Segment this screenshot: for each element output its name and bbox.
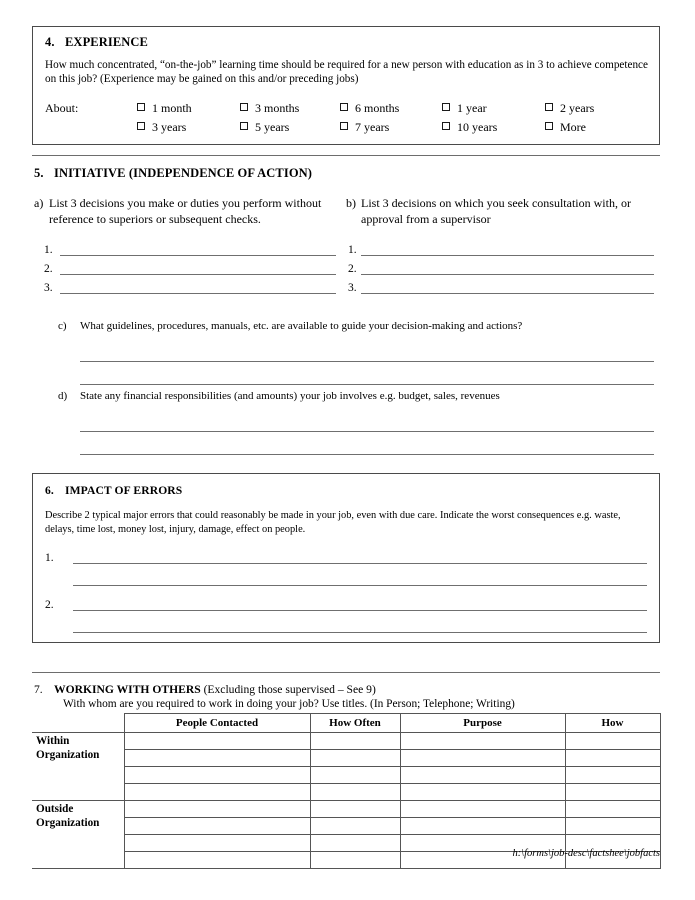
section-4-options-grid <box>137 99 649 137</box>
write-in-line[interactable] <box>361 242 654 256</box>
section-5-item-b-question <box>346 196 654 227</box>
working-with-others-table <box>32 713 661 869</box>
checkbox-icon[interactable] <box>545 103 553 111</box>
row-group-label-line-2: Organization <box>36 817 100 829</box>
item-text: What guidelines, procedures, manuals, etc. are available to guide your decision-making and actions? <box>80 320 523 332</box>
table-row <box>32 767 660 784</box>
table-cell-how-often[interactable] <box>310 818 400 835</box>
table-header-how: How <box>565 714 660 733</box>
section-6-title: IMPACT OF ERRORS <box>65 484 183 497</box>
section-6-impact-of-errors-box <box>32 473 660 643</box>
checkbox-icon[interactable] <box>340 122 348 130</box>
answer-line[interactable] <box>34 275 336 294</box>
section-5-item-a-question <box>34 196 336 227</box>
section-5-item-d <box>58 389 654 455</box>
table-cell-how[interactable] <box>565 733 660 750</box>
table-cell-how[interactable] <box>565 750 660 767</box>
item-label: a) <box>34 196 44 210</box>
table-cell-purpose[interactable] <box>400 767 565 784</box>
table-cell-how-often[interactable] <box>310 784 400 801</box>
write-in-line[interactable] <box>80 339 654 362</box>
write-in-line[interactable] <box>80 362 654 385</box>
table-cell-people-contacted[interactable] <box>124 750 310 767</box>
write-in-line[interactable] <box>60 261 336 275</box>
table-cell-purpose[interactable] <box>400 750 565 767</box>
section-5-item-d-question <box>58 389 654 403</box>
table-cell-people-contacted[interactable] <box>124 733 310 750</box>
item-number: 2. <box>45 599 54 611</box>
section-6-heading <box>45 484 182 497</box>
section-divider-rule-top <box>32 155 660 156</box>
write-in-line[interactable] <box>73 564 647 586</box>
section-5-item-b-answers <box>346 237 654 294</box>
option-label: 1 year <box>457 101 487 115</box>
option-label: 3 months <box>255 101 300 115</box>
option-label: 5 years <box>255 120 290 134</box>
checkbox-icon[interactable] <box>442 122 450 130</box>
answer-line[interactable] <box>346 275 654 294</box>
section-5-number: 5. <box>34 166 44 180</box>
write-in-line[interactable] <box>60 280 336 294</box>
experience-option-2-years[interactable] <box>545 99 645 118</box>
item-label: b) <box>346 196 356 210</box>
section-4-heading <box>45 35 148 50</box>
section-5-item-d-answers <box>80 409 654 455</box>
answer-line[interactable] <box>346 237 654 256</box>
section-5-item-b <box>346 196 654 294</box>
experience-option-more[interactable] <box>545 118 645 137</box>
row-group-label-line-1: Outside <box>36 803 74 815</box>
answer-line[interactable] <box>34 256 336 275</box>
item-text: List 3 decisions on which you seek consultation with, or approval from a supervisor <box>361 196 631 226</box>
table-cell-how-often[interactable] <box>310 733 400 750</box>
row-group-label-within-organization <box>32 733 124 801</box>
option-label: More <box>560 120 586 134</box>
checkbox-icon[interactable] <box>240 122 248 130</box>
section-5-item-c-question <box>58 319 654 333</box>
item-text: State any financial responsibilities (and amounts) your job involves e.g. budget, sales, revenues <box>80 390 500 402</box>
row-group-label-line-1: Within <box>36 735 70 747</box>
section-6-answer-items <box>45 546 647 640</box>
section-4-about-label: About: <box>45 101 79 115</box>
line-number: 3. <box>44 282 53 295</box>
option-label: 6 months <box>355 101 400 115</box>
section-4-options-row-1 <box>137 99 649 118</box>
checkbox-icon[interactable] <box>442 103 450 111</box>
section-7-number: 7. <box>34 683 43 696</box>
checkbox-icon[interactable] <box>240 103 248 111</box>
checkbox-icon[interactable] <box>137 103 145 111</box>
experience-option-5-years[interactable] <box>240 118 340 137</box>
document-footer-path: h:\forms\job-desc\factshee\jobfacts <box>512 848 660 859</box>
table-cell-how-often[interactable] <box>310 750 400 767</box>
table-header-people-contacted: People Contacted <box>124 714 310 733</box>
section-7-title-suffix: (Excluding those supervised – See 9) <box>200 683 376 696</box>
table-cell-how[interactable] <box>565 767 660 784</box>
table-header-purpose: Purpose <box>400 714 565 733</box>
option-label: 3 years <box>152 120 187 134</box>
section-5-title: INITIATIVE (INDEPENDENCE OF ACTION) <box>54 166 313 180</box>
option-label: 1 month <box>152 101 192 115</box>
table-cell-how[interactable] <box>565 801 660 818</box>
section-5-item-a-answers <box>34 237 336 294</box>
table-header-how-often: How Often <box>310 714 400 733</box>
table-cell-how[interactable] <box>565 818 660 835</box>
section-5-item-c <box>58 319 654 385</box>
item-label: c) <box>58 320 67 332</box>
table-row <box>32 784 660 801</box>
write-in-line[interactable] <box>361 261 654 275</box>
write-in-line[interactable] <box>361 280 654 294</box>
line-number: 2. <box>44 263 53 276</box>
section-4-experience-box <box>32 26 660 145</box>
table-cell-people-contacted[interactable] <box>124 784 310 801</box>
write-in-line[interactable] <box>60 242 336 256</box>
error-item-2 <box>45 593 647 633</box>
table-row <box>32 801 660 818</box>
answer-line[interactable] <box>34 237 336 256</box>
experience-option-1-year[interactable] <box>442 99 545 118</box>
line-number: 1. <box>348 244 357 257</box>
section-7-subtitle: With whom are you required to work in doing your job? Use titles. (In Person; Telephone; Writing) <box>63 698 515 710</box>
line-number: 3. <box>348 282 357 295</box>
section-6-number: 6. <box>45 484 54 497</box>
section-7-heading <box>34 683 660 696</box>
section-4-title: EXPERIENCE <box>65 35 148 49</box>
item-text: List 3 decisions you make or duties you perform without reference to superiors or subsequent checks. <box>49 196 322 226</box>
section-7-heading-block <box>34 683 660 710</box>
option-label: 7 years <box>355 120 390 134</box>
write-in-line[interactable] <box>73 611 647 633</box>
item-number: 1. <box>45 552 54 564</box>
option-label: 2 years <box>560 101 595 115</box>
write-in-line[interactable] <box>80 432 654 455</box>
write-in-line[interactable] <box>73 551 647 564</box>
checkbox-icon[interactable] <box>545 122 553 130</box>
table-cell-how-often[interactable] <box>310 801 400 818</box>
table-cell-people-contacted[interactable] <box>124 801 310 818</box>
write-in-line[interactable] <box>80 409 654 432</box>
checkbox-icon[interactable] <box>340 103 348 111</box>
answer-line[interactable] <box>346 256 654 275</box>
experience-option-3-months[interactable] <box>240 99 340 118</box>
table-cell-how[interactable] <box>565 784 660 801</box>
section-5-heading <box>34 166 312 181</box>
section-4-question: How much concentrated, “on-the-job” learning time should be required for a new person with education as in 3 to achieve competence on this job? (Experience may be gained on this and/or preceding jobs) <box>45 59 648 86</box>
table-cell-purpose[interactable] <box>400 784 565 801</box>
section-4-options-row-2 <box>137 118 649 137</box>
table-header-row <box>32 714 660 733</box>
table-row <box>32 750 660 767</box>
section-6-instructions: Describe 2 typical major errors that could reasonably be made in your job, even with due care. Indicate the worst consequences e.g. waste, delays, time lost, money lost, injury, damage, effect on people. <box>45 510 621 535</box>
experience-option-3-years[interactable] <box>137 118 240 137</box>
checkbox-icon[interactable] <box>137 122 145 130</box>
error-item-1 <box>45 546 647 586</box>
experience-option-1-month[interactable] <box>137 99 240 118</box>
section-5-item-a <box>34 196 336 294</box>
experience-option-10-years[interactable] <box>442 118 545 137</box>
table-cell-how-often[interactable] <box>310 767 400 784</box>
experience-option-7-years[interactable] <box>340 118 442 137</box>
table-corner-cell <box>32 714 124 733</box>
item-label: d) <box>58 390 68 402</box>
line-number: 2. <box>348 263 357 276</box>
row-group-label-line-2: Organization <box>36 749 100 761</box>
table-cell-purpose[interactable] <box>400 818 565 835</box>
section-5-item-c-answers <box>80 339 654 385</box>
option-label: 10 years <box>457 120 498 134</box>
table-cell-people-contacted[interactable] <box>124 818 310 835</box>
table-cell-purpose[interactable] <box>400 733 565 750</box>
table-cell-people-contacted[interactable] <box>124 767 310 784</box>
write-in-line[interactable] <box>73 598 647 611</box>
table-cell-purpose[interactable] <box>400 801 565 818</box>
section-4-number: 4. <box>45 35 55 49</box>
section-divider-rule-bottom <box>32 672 660 673</box>
table-row <box>32 733 660 750</box>
section-7-title: WORKING WITH OTHERS <box>54 683 201 696</box>
line-number: 1. <box>44 244 53 257</box>
table-row <box>32 818 660 835</box>
experience-option-6-months[interactable] <box>340 99 442 118</box>
